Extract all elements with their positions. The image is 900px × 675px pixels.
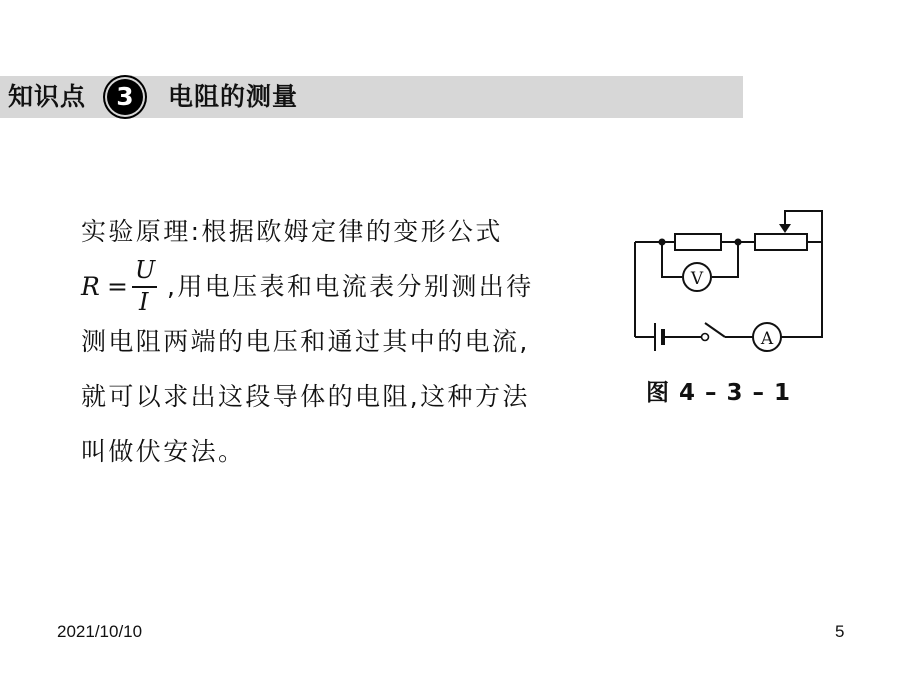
formula-lhs: R: [81, 272, 103, 301]
heading-number-badge: 3: [107, 79, 143, 115]
body-line-2: [81, 256, 611, 316]
formula-numerator: U: [135, 256, 158, 284]
junction-dot-left: [659, 239, 666, 246]
rheostat-symbol: [755, 234, 807, 250]
rheostat-slider-wire: [785, 211, 822, 242]
switch-contact: [702, 334, 709, 341]
body-line-2-text: ,用电压表和电流表分别测出待: [167, 272, 534, 301]
body-line-5: 叫做伏安法。: [81, 437, 246, 466]
circuit-diagram: [625, 205, 830, 360]
body-line-4: 就可以求出这段导体的电阻,这种方法: [81, 382, 530, 411]
formula-equals: =: [107, 272, 131, 301]
voltmeter-label: V: [690, 269, 704, 289]
rheostat-slider-arrow: [779, 224, 791, 233]
voltmeter-wire-right: [712, 242, 738, 277]
section-heading-bar: [0, 76, 743, 118]
heading-title: 电阻的测量: [168, 82, 299, 111]
ohm-formula: [81, 256, 167, 316]
formula-denominator: I: [139, 288, 151, 316]
ammeter-label: A: [760, 329, 774, 349]
junction-dot-right: [735, 239, 742, 246]
body-line-3: 测电阻两端的电压和通过其中的电流,: [81, 327, 530, 356]
figure-caption: 图 4 – 3 – 1: [646, 380, 792, 406]
body-text: [81, 204, 611, 479]
heading-label: 知识点: [8, 82, 87, 111]
wire-right-side: [781, 242, 822, 337]
page-number: 5: [835, 622, 845, 641]
body-line-1: 实验原理:根据欧姆定律的变形公式: [81, 217, 503, 246]
voltmeter-wire-left: [662, 242, 682, 277]
resistor-symbol: [675, 234, 721, 250]
footer-date: 2021/10/10: [57, 622, 143, 641]
